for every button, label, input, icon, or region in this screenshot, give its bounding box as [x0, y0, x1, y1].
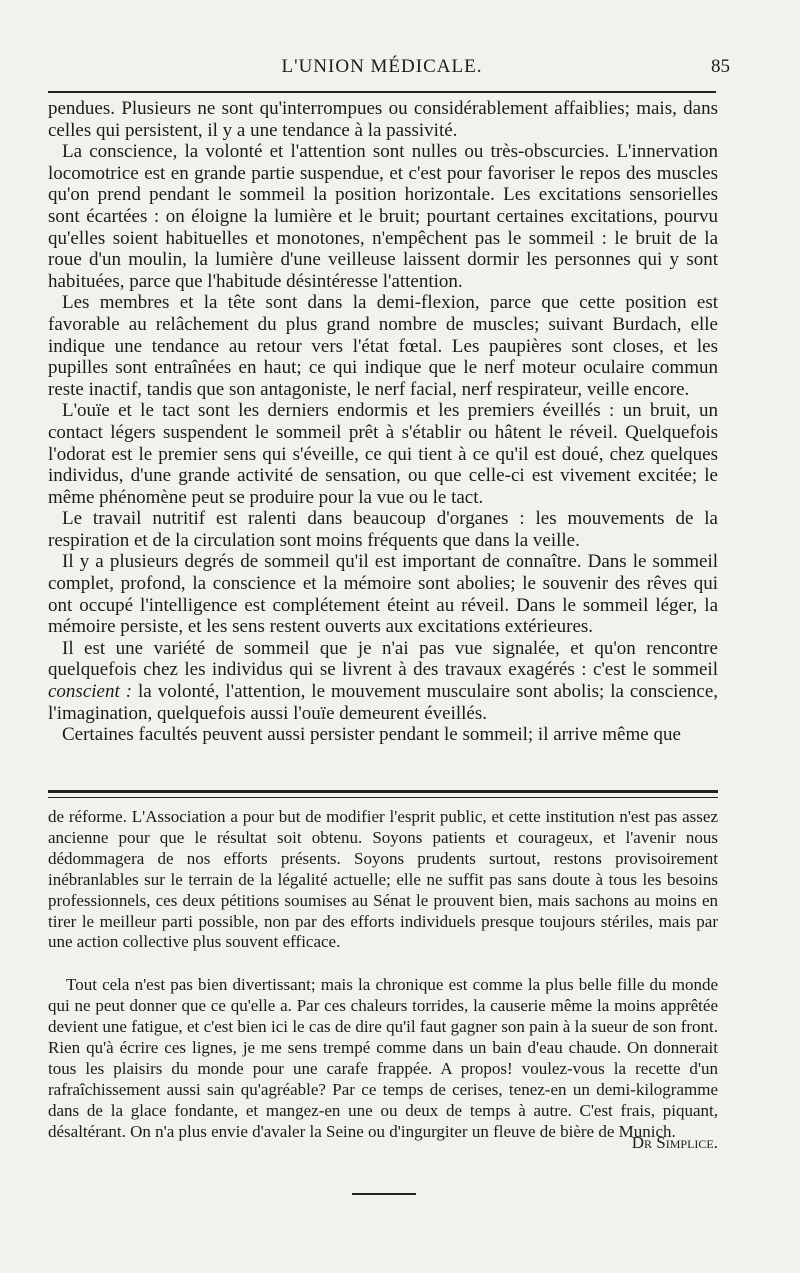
paragraph-5: Le travail nutritif est ralenti dans beaucoup d'organes : les mouvements de la respiration et de la circulation sont moins fréquents que dans la veille. — [48, 508, 718, 551]
paragraph-7-emphasis: conscient : — [48, 681, 133, 703]
paragraph-6: Il y a plusieurs degrés de sommeil qu'il est important de connaître. Dans le sommeil complet, profond, la conscience et la mémoire sont abolies; le souvenir des rêves qui ont occupé l'intelligence est complétement éteint au réveil. Dans le sommeil léger, la mémoire persiste, et les sens restent ouverts aux excitations extérieures. — [48, 551, 718, 638]
feuilleton-paragraph-1: de réforme. L'Association a pour but de modifier l'esprit public, et cette institution n'est pas assez ancienne pour que le résultat soit obtenu. Soyons patients et courageux, et l'avenir nous dédommagera de nos efforts présents. Soyons prudents surtout, restons provisoirement inébranlables sur le terrain de la légalité actuelle; elle ne suffit pas sans doute à tous les besoins professionnels, ces deux pétitions soumises au Sénat le prouvent bien, mais sachons au moins en tirer le meilleur parti possible, non par des efforts individuels presque toujours stériles, mais par une action collective plus souvent efficace. — [48, 807, 718, 952]
paragraph-3: Les membres et la tête sont dans la demi-flexion, parce que cette position est favorable au relâchement du plus grand nombre de muscles; suivant Burdach, elle indique une tendance au retour vers l'état fœtal. Les paupières sont closes, et les pupilles sont entraînées en haut; ce qui indique que le nerf moteur oculaire commun reste inactif, tandis que son antagoniste, le nerf facial, nerf respirateur, veille encore. — [48, 292, 718, 400]
running-header — [48, 56, 730, 86]
feuilleton-separator — [48, 790, 718, 798]
paragraph-7 — [48, 638, 718, 724]
journal-title: L'UNION MÉDICALE. — [281, 56, 483, 77]
paragraph-7-end: la volonté, l'attention, le mouvement musculaire sont abolis; la conscience, l'imagination, quelquefois aussi l'ouïe demeurent éveillés. — [48, 681, 719, 724]
paragraph-4: L'ouïe et le tact sont les derniers endormis et les premiers éveillés : un bruit, un contact légers suspendent le sommeil prêt à s'établir ou hâtent le réveil. Quelquefois l'odorat est le premier sens qui s'éveille, ce qui tient à ce qu'il est doué, chez quelques individus, d'une grande activité de sensation, ou que celle-ci est vivement excitée; le même phénomène peut se produire pour la vue ou le tact. — [48, 400, 718, 508]
header-rule — [48, 91, 716, 93]
author-signature: Dr Simplice. — [631, 1133, 718, 1152]
feuilleton-column — [48, 807, 718, 1143]
main-text-column — [48, 98, 718, 746]
paragraph-2: La conscience, la volonté et l'attention sont nulles ou très-obscurcies. L'innervation locomotrice est en grande partie suspendue, et c'est pour favoriser le repos des muscles qu'on prend pendant le sommeil la position horizontale. Les excitations sensorielles sont écartées : on éloigne la lumière et le bruit; pourtant certaines excitations, pourvu qu'elles soient habituelles et monotones, n'empêchent pas le sommeil : le bruit de la roue d'un moulin, la lumière d'une veilleuse laissent dormir les personnes qui y sont habituées, parce que l'habitude désintéresse l'attention. — [48, 141, 718, 292]
page-number: 85 — [711, 56, 730, 77]
feuilleton-paragraph-2: Tout cela n'est pas bien divertissant; mais la chronique est comme la plus belle fille du monde qui ne peut donner que ce qu'elle a. Par ces chaleurs torrides, la causerie même la moins apprêtée devient une fatigue, et c'est bien ici le cas de dire qu'il faut gagner son pain à la sueur de son front. Rien qu'à écrire ces lignes, je me sens trempé comme dans un bain d'eau chaude. On donnerait tous les plaisirs du monde pour une carafe frappée. A propos! voulez-vous la recette d'un rafraîchissement aussi sain qu'agréable? Par ce temps de cerises, tenez-en un demi-kilogramme dans de la glace fondante, et mangez-en une ou deux de temps à autre. C'est frais, piquant, désaltérant. On n'a plus envie d'avaler la Seine ou d'ingurgiter un fleuve de bière de Munich. — [48, 975, 718, 1141]
paragraph-8: Certaines facultés peuvent aussi persister pendant le sommeil; il arrive même que — [62, 724, 681, 746]
paragraph-7-start: Il est une variété de sommeil que je n'ai pas vue signalée, et qu'on rencontre quelquefois chez les individus qui se livrent à des travaux exagérés : c'est le sommeil — [48, 637, 718, 681]
paragraph-1: pendues. Plusieurs ne sont qu'interrompues ou considérablement affaiblies; mais, dans celles qui persistent, il y a une tendance à la passivité. — [48, 98, 718, 141]
end-rule — [352, 1193, 416, 1195]
